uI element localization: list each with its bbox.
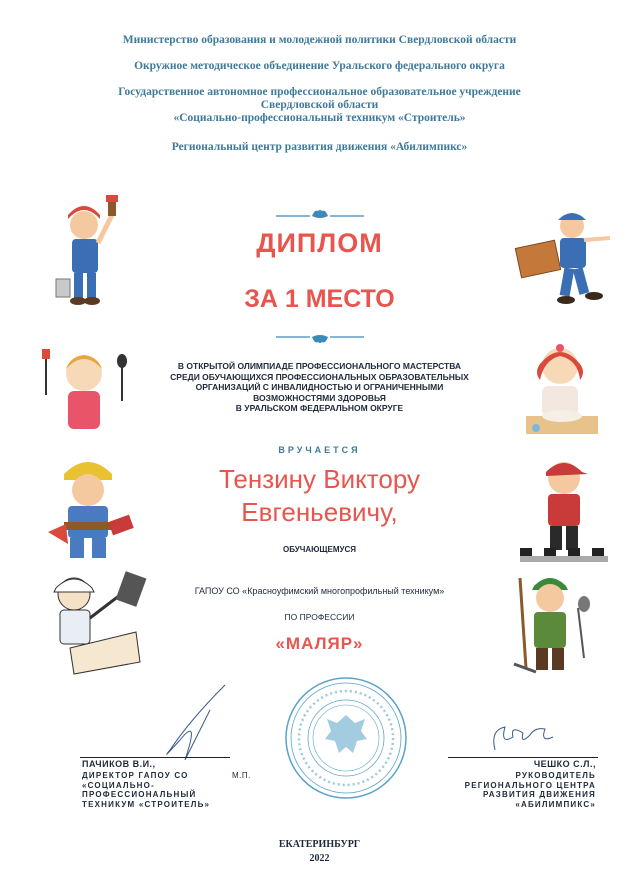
tiler-worker-icon (516, 452, 612, 564)
recipient-name-line-1: Тензину Виктору (218, 464, 421, 494)
builder-with-tools-icon (40, 452, 136, 562)
student-label: ОБУЧАЮЩЕМУСЯ (282, 545, 357, 554)
institution-line-2: Свердловской области (260, 99, 379, 111)
right-title-line: РЕГИОНАЛЬНОГО ЦЕНТРА (464, 780, 596, 790)
profession-label: ПО ПРОФЕССИИ (284, 612, 355, 622)
institution-line-3: «Социально-профессиональный техникум «Строитель» (173, 112, 466, 124)
right-signer-title (420, 771, 596, 809)
awarded-label: ВРУЧАЕТСЯ (278, 445, 361, 455)
left-title-line: ТЕХНИКУМ «СТРОИТЕЛЬ» (82, 799, 211, 809)
description-line: ОРГАНИЗАЦИЙ С ИНВАЛИДНОСТЬЮ И ОГРАНИЧЕННЫМИ (195, 382, 444, 392)
left-signature-line (80, 757, 230, 758)
profession-name: «МАЛЯР» (275, 634, 364, 653)
mp-label: М.П. (232, 771, 251, 780)
painter-with-brush-icon (48, 195, 128, 310)
description-line: ВОЗМОЖНОСТЯМИ ЗДОРОВЬЯ (253, 392, 386, 403)
footer-year: 2022 (309, 853, 330, 864)
girl-chef-with-utensils-icon (38, 345, 128, 435)
right-title-line: РУКОВОДИТЕЛЬ (515, 771, 596, 780)
right-signature-line (448, 757, 598, 758)
worker-carrying-box-icon (514, 208, 614, 306)
right-title-line: «АБИЛИМПИКС» (515, 799, 596, 809)
description-line: В ОТКРЫТОЙ ОЛИМПИАДЕ ПРОФЕССИОНАЛЬНОГО МАСТЕРСТВА (177, 361, 462, 371)
left-signer-name: ПАЧИКОВ В.И., (82, 759, 156, 769)
gardener-with-rake-icon (506, 568, 598, 680)
place-title: ЗА 1 МЕСТО (244, 285, 395, 313)
right-signature-icon (485, 715, 560, 760)
recipient-name-line-2: Евгеньевичу, (241, 497, 398, 527)
regional-center-line: Региональный центр развития движения «Абилимпикс» (171, 141, 468, 153)
district-line: Окружное методическое объединение Уральского федерального округа (134, 60, 505, 72)
footer-city: ЕКАТЕРИНБУРГ (278, 839, 361, 850)
left-signer-title (82, 771, 210, 809)
institution-line-1: Государственное автономное профессиональное образовательное учреждение (118, 86, 521, 98)
institution-name: ГАПОУ СО «Красноуфимский многопрофильный техникум» (194, 586, 445, 596)
left-title-line: ДИРЕКТОР ГАПОУ СО (82, 771, 189, 780)
diploma-title: ДИПЛОМ (256, 228, 383, 258)
description-line: СРЕДИ ОБУЧАЮЩИХСЯ ПРОФЕССИОНАЛЬНЫХ ОБРАЗОВАТЕЛЬНЫХ (170, 371, 469, 382)
ministry-line: Министерство образования и молодежной политики Свердловской области (122, 34, 517, 46)
right-signer-name: ЧЕШКО С.Л., (533, 759, 596, 769)
olympiad-description (100, 361, 539, 414)
left-title-line: «СОЦИАЛЬНО- (82, 780, 155, 790)
right-title-line: РАЗВИТИЯ ДВИЖЕНИЯ (482, 790, 596, 799)
girl-cook-with-dough-icon (518, 342, 606, 440)
plasterer-with-trowel-icon (40, 568, 150, 678)
left-title-line: ПРОФЕССИОНАЛЬНЫЙ (82, 790, 197, 799)
official-stamp-icon (283, 675, 409, 801)
description-line: В УРАЛЬСКОМ ФЕДЕРАЛЬНОМ ОКРУГЕ (235, 403, 404, 413)
